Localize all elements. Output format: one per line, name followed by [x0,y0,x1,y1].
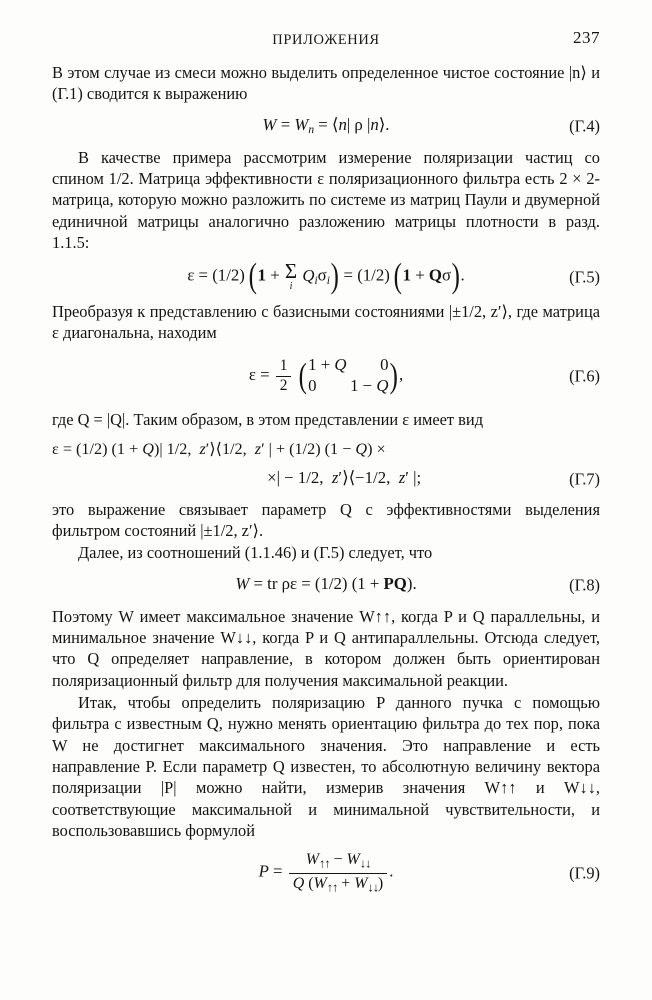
equation-g7-tag: (Г.7) [569,469,600,489]
equation-g8-tag: (Г.8) [569,575,600,595]
equation-g4-expression: $W = W_n$ = ⟨n| ρ |n⟩. [262,114,390,136]
equation-g7-expression-line1: ε = (1/2) (1 + Q)| 1/2, z′⟩⟨1/2, z′ | + (1/2) (1 − Q) × [52,439,386,458]
running-head: ПРИЛОЖЕНИЯ [272,32,380,48]
equation-g4 [52,114,600,138]
equation-g6 [52,355,600,397]
paragraph-7: Поэтому W имеет максимальное значение W↑↑, когда P и Q параллельны, и минимальное значение W↓↓, когда P и Q антипараллельны. Отсюда следует, что Q определяет направление, в котором должен быть ориентирован поляризационный фильтр для получения максимальной реакции. [52,606,600,690]
paragraph-2: В качестве примера рассмотрим измерение поляризации частиц со спином 1/2. Матрица эффективности ε поляризационного фильтра есть 2 × 2-матрица, которую можно разложить по системе из матриц Паули и двумерной единичной матрицы аналогично разложению матрицы плотности в разд. 1.1.5: [52,147,600,252]
page-number: 237 [573,28,600,47]
equation-g7 [52,439,600,463]
equation-g8-expression: W = tr ρε = (1/2) (1 + PQ). [235,573,417,593]
paragraph-4: где Q = |Q|. Таким образом, в этом представлении ε имеет вид [52,410,484,430]
equation-g9 [52,851,600,894]
page-header [52,28,600,62]
equation-g5 [52,257,600,296]
paragraph-8: Итак, чтобы определить поляризацию P данного пучка с помощью фильтра с известным Q, нужно менять ориентацию фильтра до тех пор, пока W не достигнет максимального значения. Это направление и есть направление P. Если параметр Q известен, то абсолютную величину вектора поляризации |P| можно найти, измерив значения W↑↑ и W↓↓, соответствующие максимальной и минимальной чувствительности, и воспользовавшись формулой [52,693,600,841]
equation-g7-line2 [52,467,600,491]
equation-g5-tag: (Г.5) [569,267,600,287]
equation-g5-expression: ε = (1/2) (1 + Σ i $Q_i\sigma_i) = (1/2)$ (1 + Qσ). [187,257,465,296]
page-body [52,62,600,895]
paragraph-3: Преобразуя к представлению с базисными состояниями |±1/2, z′⟩, где матрица ε диагональна, находим [52,301,600,343]
equation-g6-expression: ε = $\frac{1}{2}$ ( 1 + Q 0 0 1 − Q ), [248,355,404,396]
equation-g6-tag: (Г.6) [569,366,600,386]
equation-g9-expression: P = $\frac{W_{↑↑} - W_{↓↓}}{Q (W_{↑↑} + W_{↓↓})}$ . [258,851,394,895]
paragraph-6: Далее, из соотношений (1.1.46) и (Г.5) следует, что [78,543,433,563]
equation-g4-tag: (Г.4) [569,116,600,136]
equation-g9-tag: (Г.9) [569,863,600,883]
equation-g8 [52,573,600,597]
equation-g7-expression-line2: ×| − 1/2, z′⟩⟨−1/2, z′ |; [174,467,422,487]
paragraph-5: это выражение связывает параметр Q с эффективностями выделения фильтром состояний |±1/2, z′⟩. [52,499,600,541]
paragraph-1: В этом случае из смеси можно выделить определенное чистое состояние |n⟩ и (Г.1) сводится к выражению [52,63,600,104]
